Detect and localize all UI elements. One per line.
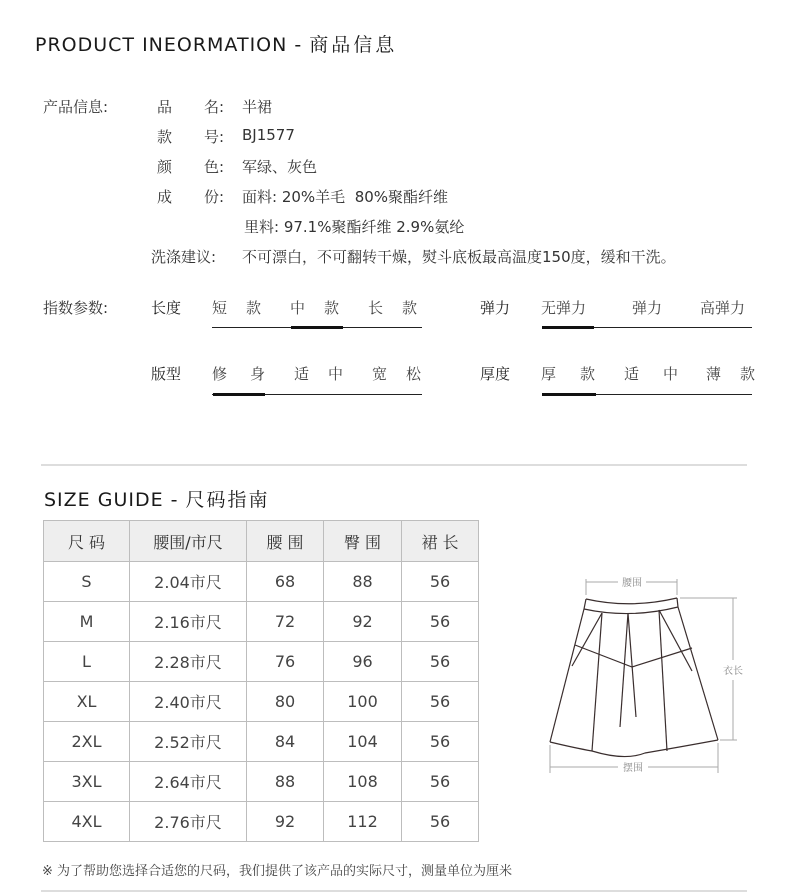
table-row xyxy=(44,762,479,802)
scale-option: 款 xyxy=(402,299,418,317)
cell-size: XL xyxy=(44,682,130,722)
cell-hip: 96 xyxy=(324,642,402,682)
cell-waist-shichi: 2.40市尺 xyxy=(130,682,247,722)
cell-length: 56 xyxy=(402,682,479,722)
size-title-sep: - xyxy=(163,489,186,511)
cell-length: 56 xyxy=(402,562,479,602)
column-header: 臀 围 xyxy=(324,521,402,562)
table-header-row xyxy=(44,521,479,562)
cell-waist: 92 xyxy=(247,802,324,842)
table-row xyxy=(44,602,479,642)
skirt-measurement-diagram xyxy=(530,565,760,780)
scale-option: 款 xyxy=(740,365,756,383)
cell-length: 56 xyxy=(402,602,479,642)
cell-length: 56 xyxy=(402,722,479,762)
scale-option: 薄 xyxy=(706,365,722,383)
cell-hip: 100 xyxy=(324,682,402,722)
cell-length: 56 xyxy=(402,802,479,842)
cell-hip: 88 xyxy=(324,562,402,602)
scale-option: 中 xyxy=(663,365,679,383)
scale-option: 适 xyxy=(624,365,640,383)
field-label-b: 份: xyxy=(204,188,225,206)
cell-size: 2XL xyxy=(44,722,130,762)
scale-option: 款 xyxy=(580,365,596,383)
cell-size: M xyxy=(44,602,130,642)
measurement-lines xyxy=(550,579,737,773)
field-label-b: 色: xyxy=(204,158,225,176)
scale-selected-marker xyxy=(542,393,596,396)
cell-length: 56 xyxy=(402,642,479,682)
cell-waist-shichi: 2.76市尺 xyxy=(130,802,247,842)
scale-option: 短 xyxy=(212,299,228,317)
scale-option: 修 xyxy=(212,365,228,383)
scale-option: 无弹力 xyxy=(541,299,587,317)
field-value-name: 半裙 xyxy=(242,98,273,116)
length-label: 衣长 xyxy=(723,666,743,677)
field-label-a: 颜 xyxy=(157,158,173,176)
cell-waist: 80 xyxy=(247,682,324,722)
cell-length: 56 xyxy=(402,762,479,802)
column-header: 腰围/市尺 xyxy=(130,521,247,562)
scale-option: 中 xyxy=(328,365,344,383)
field-value-style-no: BJ1577 xyxy=(242,126,295,144)
section-divider xyxy=(41,464,747,466)
table-row xyxy=(44,802,479,842)
size-note: ※ 为了帮助您选择合适您的尺码，我们提供了该产品的实际尺寸，测量单位为厘米 xyxy=(42,864,513,879)
field-label-b: 号: xyxy=(204,128,225,146)
table-row xyxy=(44,562,479,602)
cell-waist-shichi: 2.52市尺 xyxy=(130,722,247,762)
cell-waist-shichi: 2.28市尺 xyxy=(130,642,247,682)
field-label-b: 名: xyxy=(204,98,225,116)
table-row xyxy=(44,682,479,722)
scale-option: 长 xyxy=(368,299,384,317)
scale-option: 适 xyxy=(294,365,310,383)
column-header: 尺 码 xyxy=(44,521,130,562)
cell-waist: 68 xyxy=(247,562,324,602)
field-value-color: 军绿、灰色 xyxy=(242,158,318,176)
scale-name: 长度 xyxy=(151,299,182,317)
scale-option: 宽 xyxy=(372,365,388,383)
table-row xyxy=(44,642,479,682)
waist-label: 腰围 xyxy=(622,578,642,589)
scale-option: 身 xyxy=(250,365,266,383)
scale-name: 版型 xyxy=(151,365,182,383)
scale-selected-marker xyxy=(213,393,265,396)
cell-size: L xyxy=(44,642,130,682)
cell-hip: 108 xyxy=(324,762,402,802)
care-value: 不可漂白，不可翻转干燥，熨斗底板最高温度150度，缓和干洗。 xyxy=(242,248,676,266)
cell-waist: 72 xyxy=(247,602,324,642)
cell-waist-shichi: 2.04市尺 xyxy=(130,562,247,602)
scale-selected-marker xyxy=(291,326,343,329)
cell-waist-shichi: 2.64市尺 xyxy=(130,762,247,802)
scale-option: 松 xyxy=(406,365,422,383)
column-header: 腰 围 xyxy=(247,521,324,562)
cell-size: S xyxy=(44,562,130,602)
scale-option: 款 xyxy=(324,299,340,317)
field-label-a: 款 xyxy=(157,128,173,146)
scale-option: 弹力 xyxy=(632,299,663,317)
field-value-lining: 里料: 97.1%聚酯纤维 2.9%氨纶 xyxy=(244,218,465,236)
skirt-outline-icon xyxy=(550,598,718,757)
care-label: 洗涤建议: xyxy=(151,248,217,266)
field-label-a: 成 xyxy=(157,188,173,206)
cell-size: 4XL xyxy=(44,802,130,842)
cell-size: 3XL xyxy=(44,762,130,802)
column-header: 裙 长 xyxy=(402,521,479,562)
cell-hip: 92 xyxy=(324,602,402,642)
scale-name: 厚度 xyxy=(480,365,511,383)
cell-hip: 104 xyxy=(324,722,402,762)
cell-hip: 112 xyxy=(324,802,402,842)
field-value-fabric: 面料: 20%羊毛 80%聚酯纤维 xyxy=(242,188,449,206)
title-cn: 商品信息 xyxy=(309,34,398,56)
scale-name: 弹力 xyxy=(480,299,511,317)
title-en: PRODUCT INEORMATION xyxy=(35,34,288,56)
product-info-label: 产品信息: xyxy=(43,98,109,116)
title-sep: - xyxy=(287,34,310,56)
table-row xyxy=(44,722,479,762)
cell-waist: 84 xyxy=(247,722,324,762)
scale-selected-marker xyxy=(542,326,594,329)
field-label-a: 品 xyxy=(157,98,173,116)
scale-option: 厚 xyxy=(541,365,557,383)
indices-label: 指数参数: xyxy=(43,299,109,317)
hem-label: 摆围 xyxy=(623,763,643,774)
cell-waist: 88 xyxy=(247,762,324,802)
size-title-cn: 尺码指南 xyxy=(185,489,270,511)
bottom-divider xyxy=(41,890,747,892)
scale-option: 中 xyxy=(290,299,306,317)
scale-option: 款 xyxy=(246,299,262,317)
size-table xyxy=(43,520,479,842)
size-guide-title xyxy=(44,485,270,512)
size-title-en: SIZE GUIDE xyxy=(44,489,164,511)
cell-waist-shichi: 2.16市尺 xyxy=(130,602,247,642)
cell-waist: 76 xyxy=(247,642,324,682)
scale-option: 高弹力 xyxy=(700,299,746,317)
page-title xyxy=(35,30,397,57)
